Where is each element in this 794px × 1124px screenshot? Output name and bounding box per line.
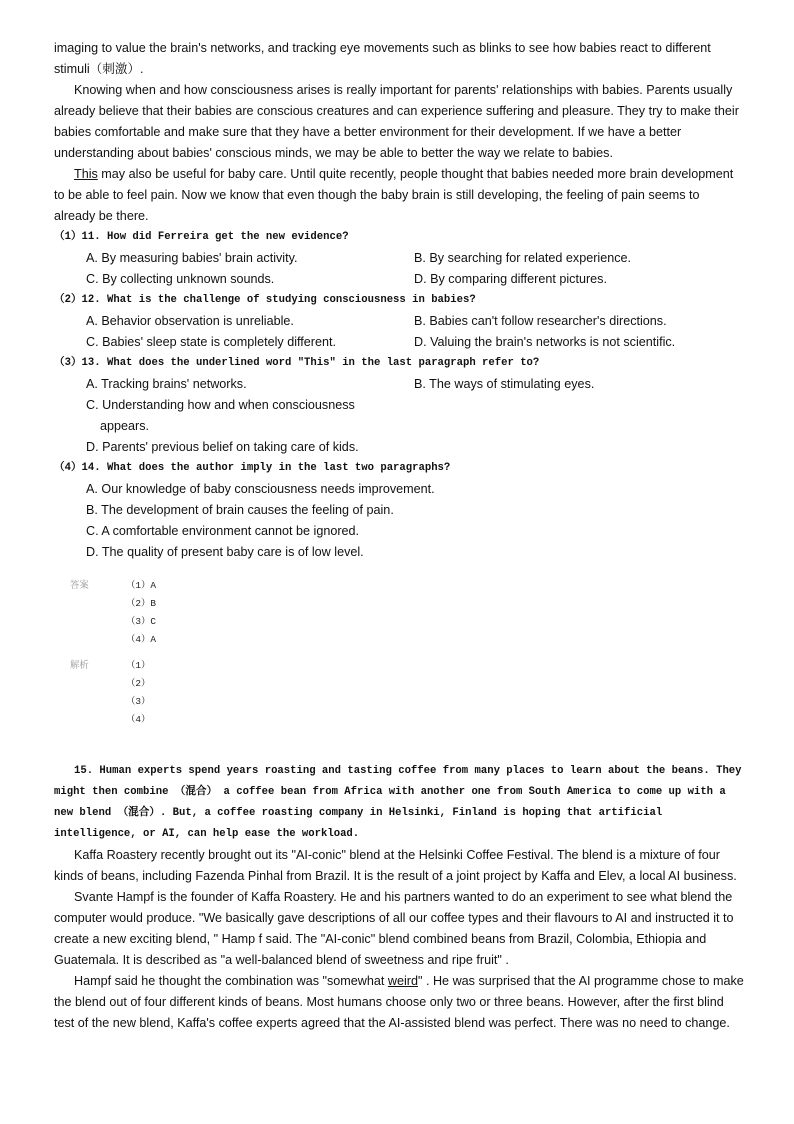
analysis-values xyxy=(126,657,150,729)
analysis-label: 解析 xyxy=(70,660,89,671)
passage2-intro: 15. Human experts spend years roasting and tasting coffee from many places to learn about the beans. They might then combine （混合） a coffee bean from Africa with another one from South America to come up with a new blend （混合）. But, a coffee roasting company in Helsinki, Finland is hoping that artificial intelligence, or AI, can help ease the workload. xyxy=(54,765,742,840)
passage2-paragraph-3-end: " . He was surprised that the AI programme chose to make the blend out of four different kinds of beans. Most humans choose only two or three beans. However, after the first blind test of the new blend, Kaffa's coffee experts agreed that the AI-assisted blend was perfect. There was no need to change. xyxy=(54,974,744,1030)
answer-item: （1）A xyxy=(126,580,157,591)
passage1-paragraph-2 xyxy=(54,164,744,227)
answer-label: 答案 xyxy=(70,580,89,591)
analysis-item: （3） xyxy=(126,696,151,707)
option-a: A. Our knowledge of baby consciousness needs improvement. xyxy=(86,482,435,496)
answer-item: （3）C xyxy=(126,616,157,627)
analysis-item: （1） xyxy=(126,660,151,671)
passage2-paragraph-2: Svante Hampf is the founder of Kaffa Roastery. He and his partners wanted to do an experiment to see what blend the computer would produce. "We basically gave descriptions of all our coffee types and their flavours to AI and instructed it to create a new exciting blend, " Hamp f said. The "AI-conic" blend combined beans from Brazil, Colombia, Ethiopia and Guatemala. It is described as "a well-balanced blend of sweetness and ripe fruit" . xyxy=(54,890,734,967)
option-c: C. By collecting unknown sounds. xyxy=(86,272,275,286)
question-stem: （1）11. How did Ferreira get the new evidence? xyxy=(54,231,349,243)
option-b: B. The development of brain causes the feeling of pain. xyxy=(86,503,394,517)
option-a: A. Behavior observation is unreliable. xyxy=(86,314,294,328)
question-14 xyxy=(54,458,744,563)
question-12 xyxy=(54,290,744,353)
analysis-block xyxy=(54,657,744,729)
option-a: A. Tracking brains' networks. xyxy=(86,377,247,391)
option-b: B. Babies can't follow researcher's directions. xyxy=(414,314,667,328)
passage2-paragraph-3 xyxy=(54,971,744,1034)
answer-block xyxy=(54,577,744,649)
answer-item: （2）B xyxy=(126,598,157,609)
passage2 xyxy=(54,761,744,1034)
passage2-paragraph-3-start: Hampf said he thought the combination was "somewhat xyxy=(74,974,388,988)
analysis-item: （4） xyxy=(126,714,151,725)
option-b: B. The ways of stimulating eyes. xyxy=(414,377,595,391)
question-stem: （4）14. What does the author imply in the last two paragraphs? xyxy=(54,462,451,474)
question-13 xyxy=(54,353,744,458)
question-options xyxy=(86,479,744,563)
option-c: C. Understanding how and when consciousness appears. xyxy=(86,398,355,433)
answer-item: （4）A xyxy=(126,634,157,645)
option-d: D. Valuing the brain's networks is not scientific. xyxy=(414,335,676,349)
passage1-paragraph-1: Knowing when and how consciousness arises is really important for parents' relationships with babies. Parents usually already believe that their babies are conscious creatures and can experience suffering and pleasure. They try to make their babies comfortable and make sure that they have a better environment for their development. If we have a better understanding about babies' conscious minds, we may be able to better the way we relate to babies. xyxy=(54,83,739,160)
question-options xyxy=(86,374,744,458)
option-d: D. By comparing different pictures. xyxy=(414,272,607,286)
question-stem: （3）13. What does the underlined word "This" in the last paragraph refer to? xyxy=(54,357,540,369)
passage1-paragraph-0: imaging to value the brain's networks, and tracking eye movements such as blinks to see how babies react to different stimuli（刺激）. xyxy=(54,41,711,76)
answer-values xyxy=(126,577,156,649)
question-stem: （2）12. What is the challenge of studying consciousness in babies? xyxy=(54,294,476,306)
passage2-paragraph-1: Kaffa Roastery recently brought out its "AI-conic" blend at the Helsinki Coffee Festival. The blend is a mixture of four kinds of beans, including Fazenda Pinhal from Brazil. It is the result of a joint project by Kaffa and Elev, a local AI business. xyxy=(54,848,737,883)
option-c: C. A comfortable environment cannot be ignored. xyxy=(86,524,360,538)
analysis-item: （2） xyxy=(126,678,151,689)
question-options xyxy=(86,248,744,290)
option-d: D. The quality of present baby care is of low level. xyxy=(86,545,364,559)
underlined-word-this: This xyxy=(74,167,98,181)
option-b: B. By searching for related experience. xyxy=(414,251,632,265)
underlined-word-weird: weird xyxy=(387,974,418,988)
question-11 xyxy=(54,227,744,290)
document-page xyxy=(54,38,744,1034)
option-d: D. Parents' previous belief on taking care of kids. xyxy=(86,440,359,454)
passage1-paragraph-2-text: may also be useful for baby care. Until quite recently, people thought that babies needed more brain development to be able to feel pain. Now we know that even though the baby brain is still developing, the feeling of pain seems to already be there. xyxy=(54,167,734,223)
question-options xyxy=(86,311,744,353)
option-c: C. Babies' sleep state is completely different. xyxy=(86,335,336,349)
option-a: A. By measuring babies' brain activity. xyxy=(86,251,298,265)
